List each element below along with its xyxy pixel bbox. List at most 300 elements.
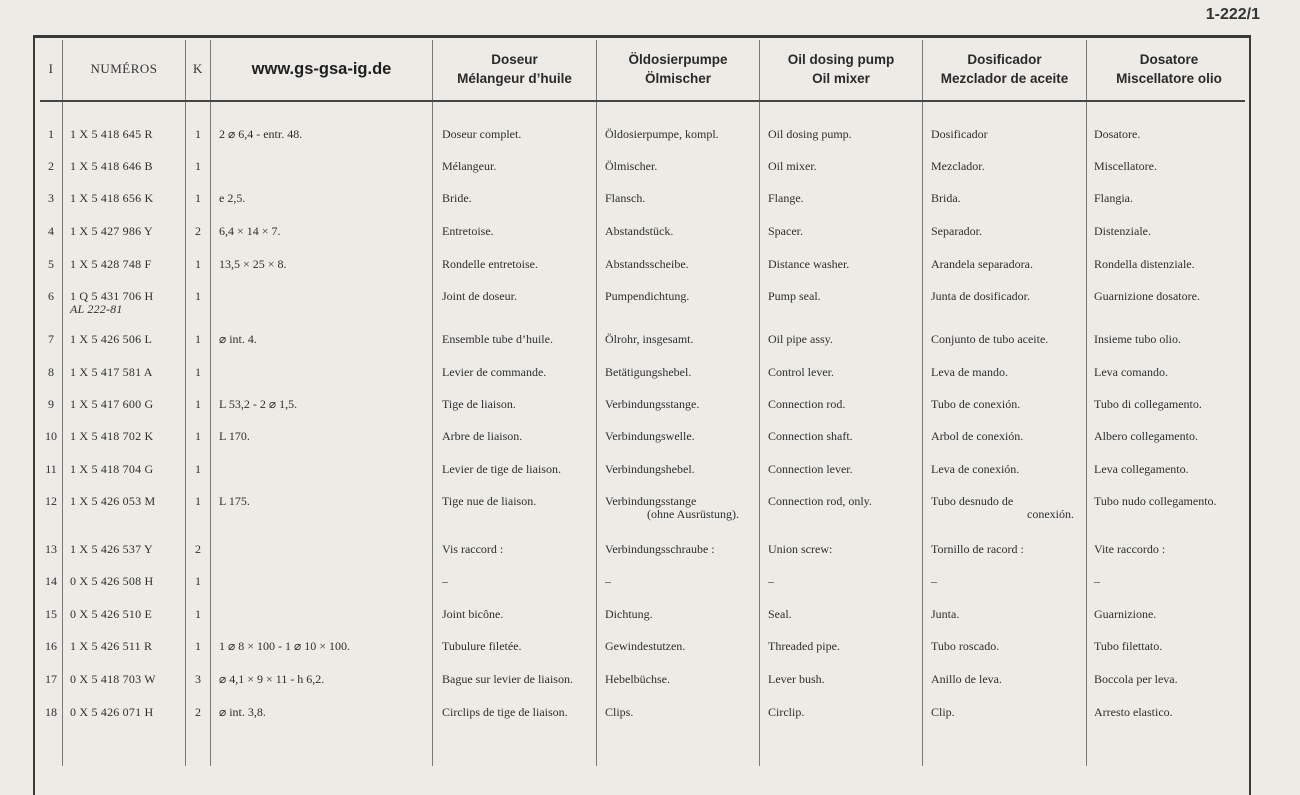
desc-french — [442, 160, 496, 173]
desc-italian — [1094, 608, 1156, 621]
desc-french — [442, 608, 503, 621]
desc-spanish — [931, 673, 1002, 686]
desc-italian — [1094, 575, 1100, 588]
desc-italian-text: Distenziale. — [1094, 224, 1151, 238]
desc-french — [442, 543, 503, 556]
desc-french — [442, 128, 521, 141]
header-french — [433, 40, 596, 98]
row-index — [40, 706, 62, 719]
desc-spanish-text: Tubo roscado. — [931, 639, 1000, 653]
desc-spanish-text: Arbol de conexión. — [931, 429, 1024, 443]
quantity — [188, 128, 208, 141]
row-index — [40, 575, 62, 588]
row-index — [40, 225, 62, 238]
quantity-text: 2 — [195, 705, 201, 719]
row-index-text: 1 — [48, 127, 54, 141]
part-number — [70, 225, 153, 238]
desc-french-text: Joint bicône. — [442, 607, 504, 621]
desc-spanish-text: – — [931, 574, 937, 588]
part-number — [70, 543, 153, 556]
desc-french — [442, 430, 522, 443]
desc-italian — [1094, 430, 1198, 443]
desc-italian-text: Dosatore. — [1094, 127, 1141, 141]
desc-german — [605, 398, 699, 411]
quantity — [188, 290, 208, 303]
desc-german — [605, 463, 695, 476]
quantity-text: 1 — [195, 607, 201, 621]
row-index-text: 15 — [45, 607, 57, 621]
desc-german — [605, 366, 691, 379]
desc-spanish-text: Mezclador. — [931, 159, 985, 173]
header-spanish-line1: Dosificador — [967, 52, 1042, 67]
row-index — [40, 430, 62, 443]
desc-german-text: Betätigungshebel. — [605, 365, 692, 379]
desc-german-text: Abstandsscheibe. — [605, 257, 689, 271]
row-index-text: 7 — [48, 332, 54, 346]
part-number — [70, 192, 153, 205]
dimensions — [219, 706, 266, 719]
desc-italian — [1094, 673, 1178, 686]
desc-german-continuation: (ohne Ausrüstung). — [647, 507, 739, 521]
desc-italian-text: Rondella distenziale. — [1094, 257, 1195, 271]
desc-italian-text: Tubo di collegamento. — [1094, 397, 1202, 411]
desc-english — [768, 258, 849, 271]
desc-italian-text: Arresto elastico. — [1094, 705, 1173, 719]
dimensions — [219, 258, 287, 271]
table-row — [0, 225, 1300, 255]
desc-spanish — [931, 290, 1030, 303]
desc-italian — [1094, 398, 1202, 411]
part-number — [70, 160, 153, 173]
row-index-text: 14 — [45, 574, 57, 588]
desc-spanish — [931, 258, 1033, 271]
desc-english — [768, 495, 872, 508]
part-number — [70, 575, 153, 588]
table-row — [0, 290, 1300, 320]
header-german-line2: Ölmischer — [644, 71, 712, 86]
desc-english-text: Lever bush. — [768, 672, 825, 686]
row-index — [40, 160, 62, 173]
desc-italian-text: Leva collegamento. — [1094, 462, 1189, 476]
desc-italian-text: Albero collegamento. — [1094, 429, 1198, 443]
desc-french — [442, 333, 553, 346]
desc-english — [768, 398, 845, 411]
desc-german — [605, 290, 689, 303]
desc-english — [768, 640, 840, 653]
desc-english — [768, 225, 803, 238]
desc-spanish-text: Clip. — [931, 705, 955, 719]
part-number-text: 1 X 5 418 656 K — [70, 191, 154, 205]
desc-french — [442, 673, 573, 686]
desc-spanish-text: Conjunto de tubo aceite. — [931, 332, 1049, 346]
desc-german-text: Pumpendichtung. — [605, 289, 690, 303]
row-index-text: 16 — [45, 639, 57, 653]
desc-french-text: Circlips de tige de liaison. — [442, 705, 568, 719]
dimensions-text: e 2,5. — [219, 191, 246, 205]
desc-english — [768, 543, 832, 556]
desc-german — [605, 333, 694, 346]
table-row — [0, 333, 1300, 363]
desc-english-text: Flange. — [768, 191, 804, 205]
row-index-text: 4 — [48, 224, 54, 238]
table-row — [0, 160, 1300, 190]
dimensions — [219, 398, 297, 411]
desc-german — [605, 543, 715, 556]
row-index — [40, 333, 62, 346]
table-row — [0, 673, 1300, 703]
quantity — [188, 608, 208, 621]
quantity — [188, 192, 208, 205]
page-reference: 1-222/1 — [1205, 6, 1260, 23]
part-number — [70, 463, 153, 476]
desc-italian — [1094, 160, 1157, 173]
part-number-text: 1 X 5 417 581 A — [70, 365, 153, 379]
dimensions-text: 1 ⌀ 8 × 100 - 1 ⌀ 10 × 100. — [219, 639, 350, 653]
desc-italian — [1094, 290, 1200, 303]
desc-english-text: Oil dosing pump. — [768, 127, 852, 141]
header-spanish-line2: Mezclador de aceite — [940, 71, 1069, 86]
dimensions — [219, 430, 250, 443]
part-number-text: 1 X 5 418 704 G — [70, 462, 154, 476]
desc-german-text: Verbindungshebel. — [605, 462, 695, 476]
quantity — [188, 543, 208, 556]
quantity-text: 2 — [195, 224, 201, 238]
dimensions — [219, 673, 324, 686]
desc-english-text: Circlip. — [768, 705, 805, 719]
dimensions-text: ⌀ 4,1 × 9 × 11 - h 6,2. — [219, 672, 325, 686]
quantity — [188, 366, 208, 379]
desc-french-text: – — [442, 574, 448, 588]
desc-italian — [1094, 128, 1140, 141]
row-index — [40, 463, 62, 476]
header-french-line1: Doseur — [491, 52, 538, 67]
table-row — [0, 192, 1300, 222]
part-number-text: 1 X 5 426 511 R — [70, 639, 153, 653]
desc-german — [605, 225, 673, 238]
table-row — [0, 640, 1300, 670]
quantity-text: 1 — [195, 574, 201, 588]
desc-french-text: Arbre de liaison. — [442, 429, 523, 443]
desc-german — [605, 673, 670, 686]
dimensions — [219, 192, 245, 205]
desc-spanish-text: Leva de mando. — [931, 365, 1008, 379]
quantity — [188, 706, 208, 719]
part-number — [70, 608, 152, 621]
desc-spanish — [931, 463, 1019, 476]
table-row — [0, 398, 1300, 428]
desc-spanish — [931, 398, 1020, 411]
part-number — [70, 258, 151, 271]
row-index — [40, 673, 62, 686]
desc-french-text: Joint de doseur. — [442, 289, 517, 303]
desc-german — [605, 430, 695, 443]
desc-italian — [1094, 258, 1195, 271]
table-row — [0, 575, 1300, 605]
desc-spanish-continuation: conexión. — [1027, 507, 1074, 521]
desc-english-text: – — [768, 574, 774, 588]
desc-italian-text: Guarnizione dosatore. — [1094, 289, 1200, 303]
desc-german-text: Gewindestutzen. — [605, 639, 686, 653]
quantity-text: 1 — [195, 397, 201, 411]
desc-french — [442, 290, 517, 303]
desc-french-text: Bague sur levier de liaison. — [442, 672, 573, 686]
row-index-text: 3 — [48, 191, 54, 205]
website-link[interactable]: www.gs-gsa-ig.de — [251, 59, 392, 78]
row-index — [40, 192, 62, 205]
desc-french — [442, 575, 448, 588]
desc-french-text: Tubulure filetée. — [442, 639, 522, 653]
part-number-text: 1 X 5 418 702 K — [70, 429, 154, 443]
dimensions-text: L 170. — [219, 429, 250, 443]
part-number — [70, 398, 153, 411]
desc-english-text: Connection shaft. — [768, 429, 853, 443]
desc-german-text: Ölrohr, insgesamt. — [605, 332, 694, 346]
desc-german — [605, 258, 689, 271]
desc-french-text: Mélangeur. — [442, 159, 497, 173]
desc-french-text: Doseur complet. — [442, 127, 522, 141]
quantity-text: 1 — [195, 127, 201, 141]
row-index — [40, 495, 62, 508]
desc-italian — [1094, 192, 1133, 205]
quantity-text: 1 — [195, 257, 201, 271]
desc-french-text: Levier de commande. — [442, 365, 547, 379]
part-number — [70, 640, 152, 653]
table-row — [0, 128, 1300, 158]
part-number-text: 0 X 5 426 508 H — [70, 574, 154, 588]
desc-english-text: Spacer. — [768, 224, 803, 238]
desc-german-text: Abstandstück. — [605, 224, 674, 238]
desc-french-text: Bride. — [442, 191, 472, 205]
dimensions — [219, 495, 250, 508]
part-number-text: 1 X 5 427 986 Y — [70, 224, 153, 238]
desc-german-text: Clips. — [605, 705, 634, 719]
table-row — [0, 430, 1300, 460]
desc-german-text: Verbindungsstange. — [605, 397, 700, 411]
quantity-text: 1 — [195, 365, 201, 379]
desc-spanish-text: Tubo de conexión. — [931, 397, 1021, 411]
desc-english — [768, 128, 852, 141]
row-index-text: 18 — [45, 705, 57, 719]
desc-english-text: Oil mixer. — [768, 159, 817, 173]
part-number-text: 1 X 5 418 645 R — [70, 127, 153, 141]
row-index — [40, 543, 62, 556]
dimensions-text: 6,4 × 14 × 7. — [219, 224, 281, 238]
header-k: K — [193, 61, 203, 76]
header-spanish — [923, 40, 1086, 98]
desc-german-text: – — [605, 574, 611, 588]
desc-spanish — [931, 543, 1024, 556]
desc-english — [768, 673, 825, 686]
quantity-text: 1 — [195, 462, 201, 476]
desc-english — [768, 706, 804, 719]
quantity-text: 1 — [195, 639, 201, 653]
part-number — [70, 495, 155, 508]
desc-spanish-text: Junta de dosificador. — [931, 289, 1030, 303]
desc-english — [768, 160, 817, 173]
quantity-text: 1 — [195, 159, 201, 173]
part-number-text: 0 X 5 426 510 E — [70, 607, 152, 621]
header-german — [597, 40, 759, 98]
desc-french — [442, 258, 538, 271]
desc-german — [605, 495, 739, 521]
table-row — [0, 608, 1300, 638]
desc-german — [605, 128, 719, 141]
row-index-text: 12 — [45, 494, 57, 508]
desc-spanish-text: Brida. — [931, 191, 961, 205]
desc-english-text: Oil pipe assy. — [768, 332, 833, 346]
part-number-continuation: AL 222-81 — [70, 302, 123, 316]
desc-spanish — [931, 575, 937, 588]
header-numeros: NUMÉROS — [90, 61, 158, 76]
row-index — [40, 366, 62, 379]
dimensions-text: 2 ⌀ 6,4 - entr. 48. — [219, 127, 303, 141]
desc-french — [442, 192, 472, 205]
header-italian-line1: Dosatore — [1139, 52, 1199, 67]
part-number — [70, 290, 153, 316]
dimensions — [219, 333, 257, 346]
quantity — [188, 575, 208, 588]
part-number-text: 1 Q 5 431 706 H — [70, 289, 154, 303]
quantity — [188, 160, 208, 173]
row-index-text: 13 — [45, 542, 57, 556]
table-row — [0, 258, 1300, 288]
header-english-line1: Oil dosing pump — [787, 52, 895, 67]
part-number-text: 0 X 5 418 703 W — [70, 672, 156, 686]
desc-french-text: Tige de liaison. — [442, 397, 516, 411]
desc-italian — [1094, 543, 1165, 556]
part-number — [70, 706, 153, 719]
part-number — [70, 673, 156, 686]
quantity-text: 1 — [195, 289, 201, 303]
desc-italian — [1094, 225, 1151, 238]
dimensions — [219, 225, 281, 238]
desc-english-text: Connection lever. — [768, 462, 853, 476]
desc-italian-text: Tubo filettato. — [1094, 639, 1163, 653]
header-french-line2: Mélangeur d’huile — [457, 71, 572, 86]
header-english — [760, 40, 922, 98]
desc-french — [442, 366, 546, 379]
dimensions-text: L 53,2 - 2 ⌀ 1,5. — [219, 397, 298, 411]
desc-german-text: Flansch. — [605, 191, 646, 205]
desc-italian — [1094, 366, 1168, 379]
desc-spanish — [931, 160, 985, 173]
desc-english — [768, 290, 821, 303]
quantity — [188, 463, 208, 476]
desc-french — [442, 495, 536, 508]
part-number-text: 1 X 5 426 506 L — [70, 332, 152, 346]
desc-italian-text: Insieme tubo olio. — [1094, 332, 1181, 346]
desc-french — [442, 463, 561, 476]
desc-spanish-text: Tornillo de racord : — [931, 542, 1024, 556]
table-row — [0, 366, 1300, 396]
desc-italian-text: Vite raccordo : — [1094, 542, 1166, 556]
desc-spanish — [931, 608, 959, 621]
desc-spanish-text: Leva de conexión. — [931, 462, 1020, 476]
part-number-text: 0 X 5 426 071 H — [70, 705, 154, 719]
desc-english-text: Seal. — [768, 607, 792, 621]
row-index — [40, 398, 62, 411]
header-italian — [1087, 40, 1251, 98]
row-index-text: 11 — [45, 462, 57, 476]
desc-french — [442, 225, 494, 238]
desc-english — [768, 463, 853, 476]
part-number-text: 1 X 5 417 600 G — [70, 397, 154, 411]
desc-english — [768, 608, 792, 621]
part-number-text: 1 X 5 418 646 B — [70, 159, 153, 173]
desc-german — [605, 160, 657, 173]
desc-spanish — [931, 128, 988, 141]
quantity — [188, 333, 208, 346]
dimensions-text: 13,5 × 25 × 8. — [219, 257, 287, 271]
quantity-text: 1 — [195, 191, 201, 205]
desc-italian-text: Flangia. — [1094, 191, 1133, 205]
desc-italian-text: Leva comando. — [1094, 365, 1168, 379]
desc-german-text: Dichtung. — [605, 607, 653, 621]
quantity-text: 2 — [195, 542, 201, 556]
desc-french-text: Vis raccord : — [442, 542, 504, 556]
desc-italian — [1094, 495, 1217, 508]
desc-english — [768, 192, 804, 205]
part-number-text: 1 X 5 428 748 F — [70, 257, 152, 271]
desc-english — [768, 430, 853, 443]
desc-german — [605, 192, 645, 205]
row-index — [40, 608, 62, 621]
part-number — [70, 430, 153, 443]
dimensions-text: L 175. — [219, 494, 250, 508]
row-index-text: 17 — [45, 672, 57, 686]
desc-english — [768, 333, 833, 346]
quantity-text: 1 — [195, 429, 201, 443]
desc-italian — [1094, 333, 1181, 346]
row-index-text: 8 — [48, 365, 54, 379]
quantity-text: 1 — [195, 494, 201, 508]
dimensions — [219, 640, 350, 653]
desc-english-text: Union screw: — [768, 542, 833, 556]
desc-spanish-text: Separador. — [931, 224, 982, 238]
desc-french-text: Entretoise. — [442, 224, 494, 238]
desc-german-text: Verbindungswelle. — [605, 429, 695, 443]
desc-english — [768, 366, 834, 379]
desc-spanish — [931, 706, 955, 719]
desc-italian — [1094, 640, 1162, 653]
quantity — [188, 258, 208, 271]
header-german-line1: Öldosierpumpe — [628, 52, 728, 67]
header-english-line2: Oil mixer — [812, 71, 870, 86]
row-index — [40, 290, 62, 303]
desc-italian-text: Tubo nudo collegamento. — [1094, 494, 1217, 508]
desc-english-text: Control lever. — [768, 365, 834, 379]
row-index-text: 5 — [48, 257, 54, 271]
desc-german — [605, 706, 633, 719]
desc-german-text: Hebelbüchse. — [605, 672, 670, 686]
desc-german-text: Öldosierpumpe, kompl. — [605, 127, 719, 141]
part-number — [70, 366, 153, 379]
header-italian-line2: Miscellatore olio — [1116, 71, 1222, 86]
desc-german-text: Ölmischer. — [605, 159, 658, 173]
desc-french-text: Rondelle entretoise. — [442, 257, 538, 271]
desc-german — [605, 575, 611, 588]
row-index-text: 9 — [48, 397, 54, 411]
desc-spanish — [931, 640, 999, 653]
desc-spanish-text: Junta. — [931, 607, 960, 621]
quantity — [188, 398, 208, 411]
desc-spanish-text: Anillo de leva. — [931, 672, 1002, 686]
desc-spanish — [931, 333, 1048, 346]
table-row — [0, 495, 1300, 525]
desc-spanish — [931, 366, 1008, 379]
desc-french-text: Ensemble tube d’huile. — [442, 332, 553, 346]
header-rule — [40, 100, 1245, 102]
